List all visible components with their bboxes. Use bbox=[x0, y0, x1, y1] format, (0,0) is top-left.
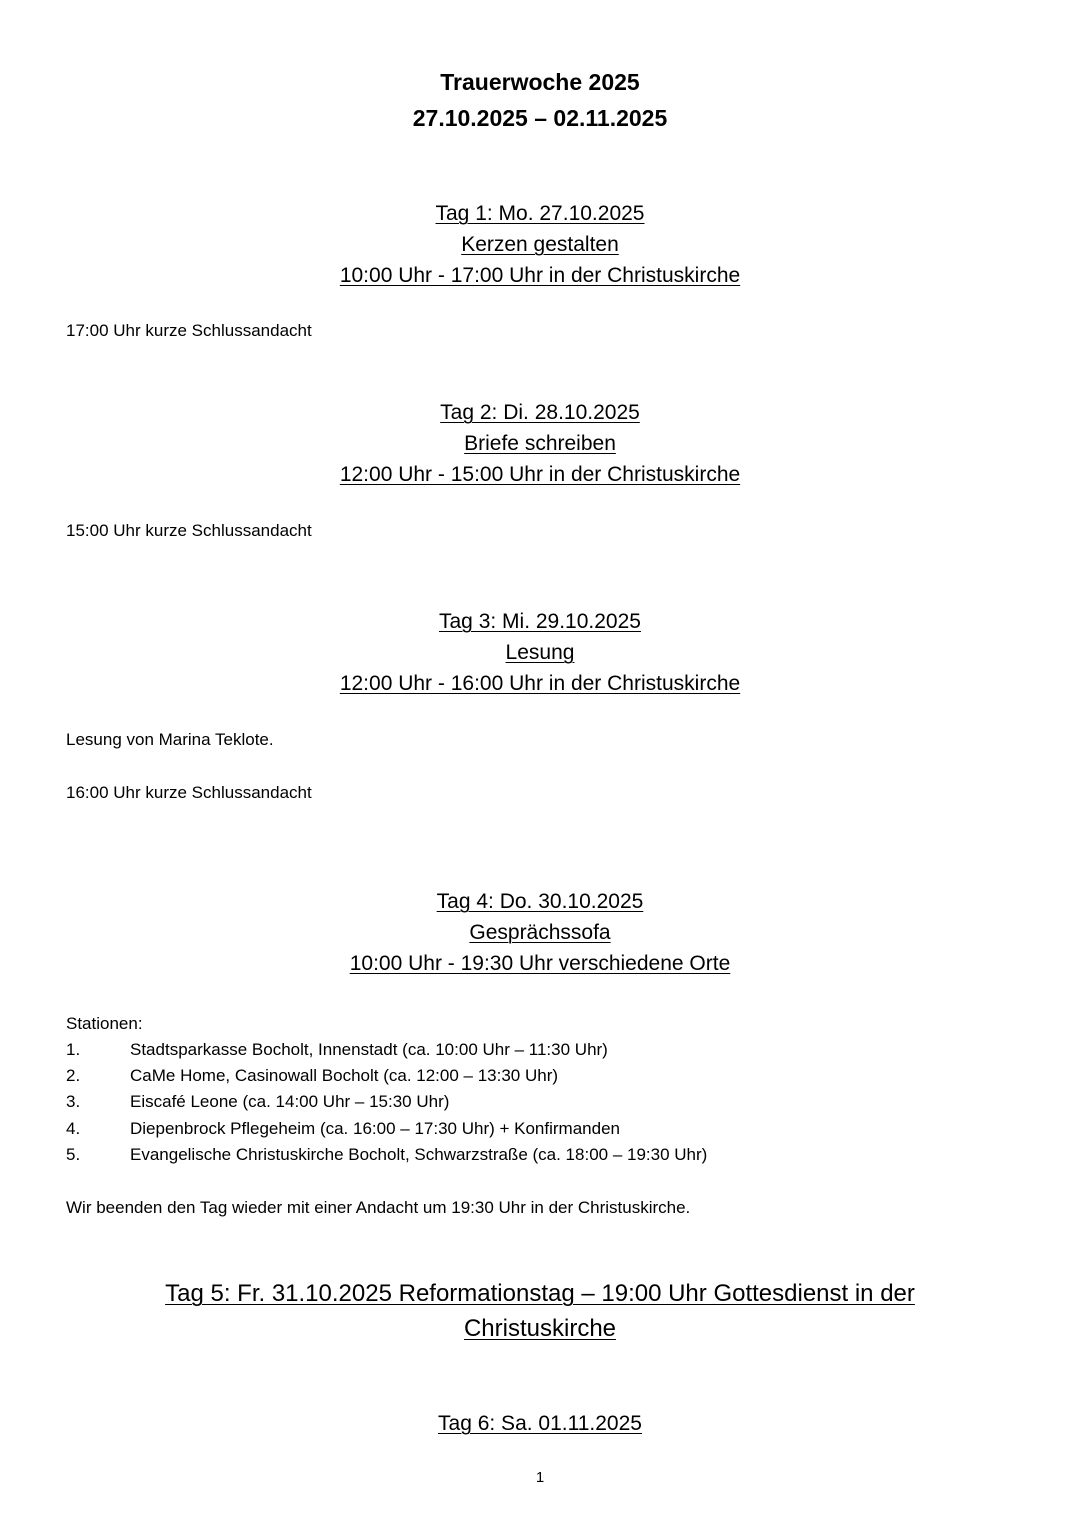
day1-header bbox=[0, 198, 1080, 291]
day6-heading: Tag 6: Sa. 01.11.2025 bbox=[438, 1412, 642, 1435]
day3-time: 12:00 Uhr - 16:00 Uhr in der Christuskirche bbox=[339, 672, 741, 695]
day5-header bbox=[0, 1276, 1080, 1346]
list-item-number: 5. bbox=[66, 1145, 81, 1164]
day4-closing: Wir beenden den Tag wieder mit einer Andacht um 19:30 Uhr in der Christuskirche. bbox=[66, 1198, 691, 1217]
list-item-text: Diepenbrock Pflegeheim (ca. 16:00 – 17:30 Uhr) + Konfirmanden bbox=[130, 1119, 620, 1138]
stations-label: Stationen: bbox=[66, 1014, 143, 1033]
day2-note: 15:00 Uhr kurze Schlussandacht bbox=[66, 521, 312, 540]
day3-note-reading: Lesung von Marina Teklote. bbox=[66, 730, 274, 749]
list-item bbox=[66, 1116, 620, 1142]
title-line-2: 27.10.2025 – 02.11.2025 bbox=[412, 105, 668, 131]
day4-activity: Gesprächssofa bbox=[469, 921, 611, 944]
day3-activity: Lesung bbox=[505, 641, 575, 664]
document-title bbox=[0, 64, 1080, 136]
day2-time: 12:00 Uhr - 15:00 Uhr in der Christuskirche bbox=[339, 463, 741, 486]
day1-note: 17:00 Uhr kurze Schlussandacht bbox=[66, 321, 312, 340]
day6-header bbox=[0, 1408, 1080, 1439]
list-item-text: Eiscafé Leone (ca. 14:00 Uhr – 15:30 Uhr) bbox=[130, 1092, 450, 1111]
list-item-text: Evangelische Christuskirche Bocholt, Schwarzstraße (ca. 18:00 – 19:30 Uhr) bbox=[130, 1145, 708, 1164]
day4-header bbox=[0, 886, 1080, 979]
day1-time: 10:00 Uhr - 17:00 Uhr in der Christuskirche bbox=[339, 264, 741, 287]
list-item-text: Stadtsparkasse Bocholt, Innenstadt (ca. 10:00 Uhr – 11:30 Uhr) bbox=[130, 1040, 608, 1059]
page-number: 1 bbox=[535, 1469, 545, 1486]
list-item-number: 1. bbox=[66, 1040, 81, 1059]
list-item bbox=[66, 1063, 558, 1089]
day3-note-closing: 16:00 Uhr kurze Schlussandacht bbox=[66, 783, 312, 802]
day5-line-2: Christuskirche bbox=[463, 1315, 617, 1342]
list-item-number: 3. bbox=[66, 1092, 81, 1111]
day3-header bbox=[0, 606, 1080, 699]
list-item-number: 4. bbox=[66, 1119, 81, 1138]
list-item-number: 2. bbox=[66, 1066, 81, 1085]
day5-line-1: Tag 5: Fr. 31.10.2025 Reformationstag – 19:00 Uhr Gottesdienst in der bbox=[165, 1280, 915, 1307]
list-item bbox=[66, 1142, 707, 1168]
day4-heading: Tag 4: Do. 30.10.2025 bbox=[436, 890, 644, 913]
day1-heading: Tag 1: Mo. 27.10.2025 bbox=[435, 202, 645, 225]
title-line-1: Trauerwoche 2025 bbox=[440, 69, 640, 95]
day2-header bbox=[0, 397, 1080, 490]
day4-time: 10:00 Uhr - 19:30 Uhr verschiedene Orte bbox=[349, 952, 731, 975]
day2-activity: Briefe schreiben bbox=[464, 432, 616, 455]
list-item-text: CaMe Home, Casinowall Bocholt (ca. 12:00 – 13:30 Uhr) bbox=[130, 1066, 559, 1085]
day1-activity: Kerzen gestalten bbox=[461, 233, 619, 256]
day2-heading: Tag 2: Di. 28.10.2025 bbox=[440, 401, 640, 424]
list-item bbox=[66, 1037, 608, 1063]
list-item bbox=[66, 1089, 449, 1115]
day3-heading: Tag 3: Mi. 29.10.2025 bbox=[439, 610, 641, 633]
